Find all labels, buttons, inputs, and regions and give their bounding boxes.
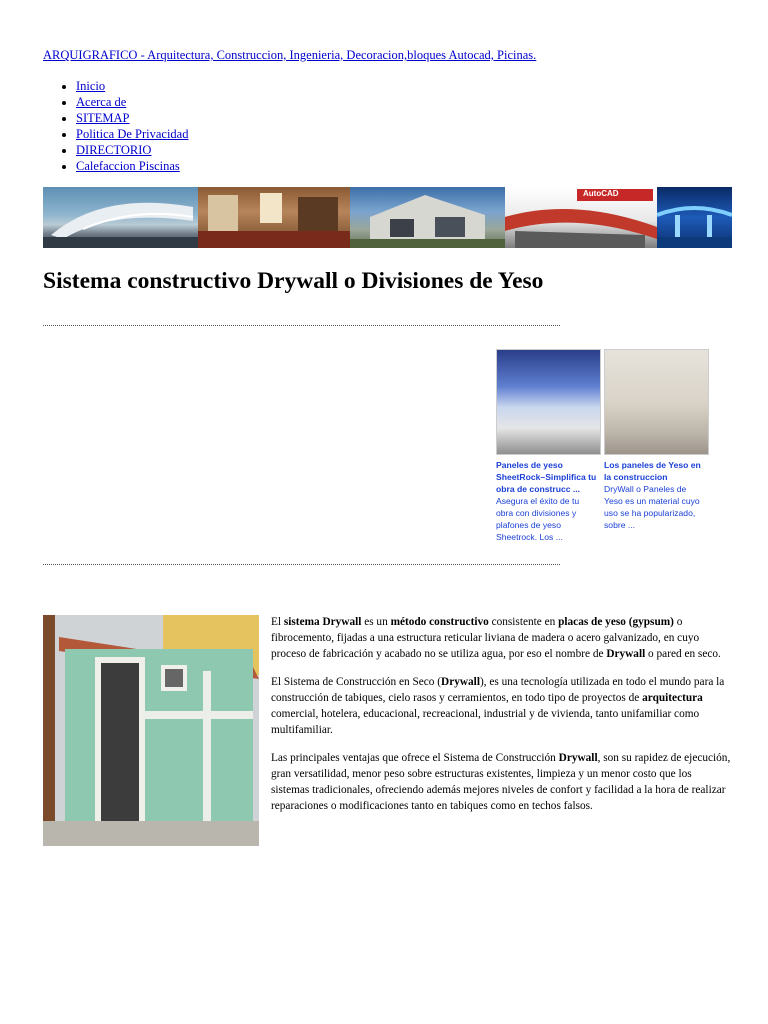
- banner-stadium-image: [43, 187, 198, 248]
- nav-link-acerca-de[interactable]: Acerca de: [76, 95, 127, 109]
- nav-item-acerca-de: [76, 94, 188, 110]
- ad-title-paneles[interactable]: Los paneles de Yeso en la construccion: [604, 460, 701, 482]
- dotted-divider-top: [43, 325, 560, 326]
- ad-card-paneles[interactable]: [604, 349, 705, 531]
- article-paragraph-1: El sistema Drywall es un método constructivo consistente en placas de yeso (gypsum) o fibrocemento, fijadas a una estructura reticular liviana de madera o acero galvanizado, en cuyo proceso de fabricación y acabado no se utiliza agua, por eso el nombre de Drywall o pared en seco.: [271, 616, 721, 660]
- nav-item-inicio: [76, 78, 188, 94]
- site-home-link[interactable]: ARQUIGRAFICO - Arquitectura, Construccion, Ingenieria, Decoracion,bloques Autocad, Picinas.: [43, 48, 537, 62]
- banner-bridge-image: [657, 187, 732, 248]
- ad-thumb-ceiling-image: [496, 349, 601, 455]
- banner-interior-image: [198, 187, 350, 248]
- nav-link-inicio[interactable]: Inicio: [76, 79, 106, 93]
- ad-thumb-drywall-room-image: [604, 349, 709, 455]
- nav-link-calefaccion[interactable]: Calefaccion Piscinas: [76, 159, 180, 173]
- nav-link-sitemap[interactable]: SITEMAP: [76, 111, 130, 125]
- banner-house-image: [350, 187, 505, 248]
- nav-item-privacidad: [76, 126, 188, 142]
- banner-autocad-label: AutoCAD: [583, 189, 619, 198]
- nav-item-directorio: [76, 142, 188, 158]
- ad-desc-paneles[interactable]: DryWall o Paneles de Yeso es un material cuyo uso se ha popularizado, sobre ...: [604, 484, 700, 530]
- ad-desc-sheetrock[interactable]: Asegura el éxito de tu obra con divisiones y plafones de yeso Sheetrock. Los ...: [496, 496, 580, 542]
- dotted-divider-bottom: [43, 564, 560, 565]
- header-banner[interactable]: [43, 187, 732, 248]
- banner-autocad-image: [505, 187, 657, 248]
- nav-link-privacidad[interactable]: Politica De Privacidad: [76, 127, 189, 141]
- main-nav: [43, 78, 188, 174]
- drywall-construction-photo: [43, 615, 259, 846]
- nav-link-directorio[interactable]: DIRECTORIO: [76, 143, 152, 157]
- ad-title-sheetrock[interactable]: Paneles de yeso SheetRock–Simplifica tu obra de construcc ...: [496, 460, 597, 494]
- article-paragraph-3: Las principales ventajas que ofrece el Sistema de Construcción Drywall, son su rapidez de ejecución, gran versatilidad, menor peso sobre estructuras existentes, limpieza y un menor costo que los sistemas tradicionales, ofreciendo además mejores niveles de confort y facilidad a la hora de realizar reparaciones o modificaciones tanto en tabiques como en techos falsos.: [271, 752, 731, 812]
- ad-card-sheetrock[interactable]: [496, 349, 597, 543]
- page-title: Sistema constructivo Drywall o Divisiones de Yeso: [43, 268, 544, 294]
- article-paragraph-2: El Sistema de Construcción en Seco (Drywall), es una tecnología utilizada en todo el mundo para la construcción de tabiques, cielo rasos y cerramientos, en todo tipo de proyectos de arquitectura comercial, hotelera, educacional, recreacional, industrial y de vivienda, tanto unifamiliar como multifamiliar.: [271, 676, 725, 736]
- nav-item-calefaccion: [76, 158, 188, 174]
- nav-item-sitemap: [76, 110, 188, 126]
- article-body: [271, 614, 731, 826]
